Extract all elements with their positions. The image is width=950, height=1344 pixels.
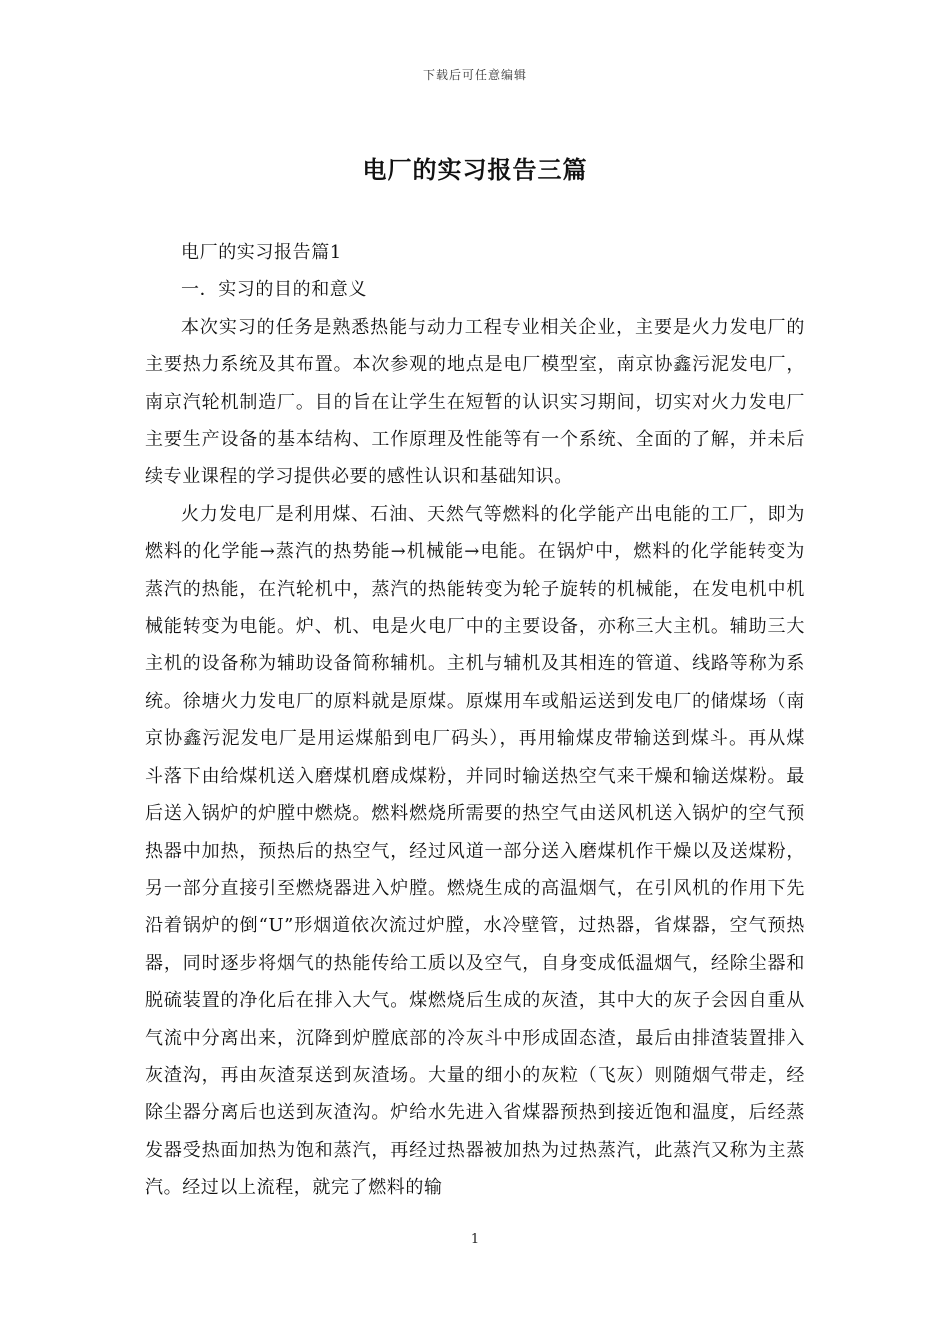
header-note: 下载后可任意编辑 [422,68,527,82]
document-body [145,234,805,1207]
section-title: 电厂的实习报告篇1 [181,242,342,263]
document-title: 电厂的实习报告三篇 [362,155,588,184]
page-number: 1 [470,1232,480,1247]
paragraph-purpose: 本次实习的任务是熟悉热能与动力工程专业相关企业，主要是火力发电厂的主要热力系统及其布置。本次参观的地点是电厂模型室，南京协鑫污泥发电厂，南京汽轮机制造厂。目的旨在让学生在短暂的认识实习期间，切实对火力发电厂主要生产设备的基本结构、工作原理及性能等有一个系统、全面的了解，并未后续专业课程的学习提供必要的感性认识和基础知识。 [145,316,805,488]
paragraph-process: 火力发电厂是利用煤、石油、天然气等燃料的化学能产出电能的工厂，即为燃料的化学能→蒸汽的热势能→机械能→电能。在锅炉中，燃料的化学能转变为蒸汽的热能，在汽轮机中，蒸汽的热能转变为轮子旋转的机械能，在发电机中机械能转变为电能。炉、机、电是火电厂中的主要设备，亦称三大主机。辅助三大主机的设备称为辅助设备简称辅机。主机与辅机及其相连的管道、线路等称为系统。徐塘火力发电厂的原料就是原煤。原煤用车或船运送到发电厂的储煤场（南京协鑫污泥发电厂是用运煤船到电厂码头），再用输煤皮带输送到煤斗。再从煤斗落下由给煤机送入磨煤机磨成煤粉，并同时输送热空气来干燥和输送煤粉。最后送入锅炉的炉膛中燃烧。燃料燃烧所需要的热空气由送风机送入锅炉的空气预热器中加热，预热后的热空气，经过风道一部分送入磨煤机作干燥以及送煤粉，另一部分直接引至燃烧器进入炉膛。燃烧生成的高温烟气，在引风机的作用下先沿着锅炉的倒“U”形烟道依次流过炉膛，水冷壁管，过热器，省煤器，空气预热器，同时逐步将烟气的热能传给工质以及空气，自身变成低温烟气，经除尘器和脱硫装置的净化后在排入大气。煤燃烧后生成的灰渣，其中大的灰子会因自重从气流中分离出来，沉降到炉膛底部的冷灰斗中形成固态渣，最后由排渣装置排入灰渣沟，再由灰渣泵送到灰渣场。大量的细小的灰粒（飞灰）则随烟气带走，经除尘器分离后也送到灰渣沟。炉给水先进入省煤器预热到接近饱和温度，后经蒸发器受热面加热为饱和蒸汽，再经过热器被加热为过热蒸汽，此蒸汽又称为主蒸汽。经过以上流程，就完了燃料的输 [145,503,805,1199]
subsection-title: 一．实习的目的和意义 [181,279,367,301]
